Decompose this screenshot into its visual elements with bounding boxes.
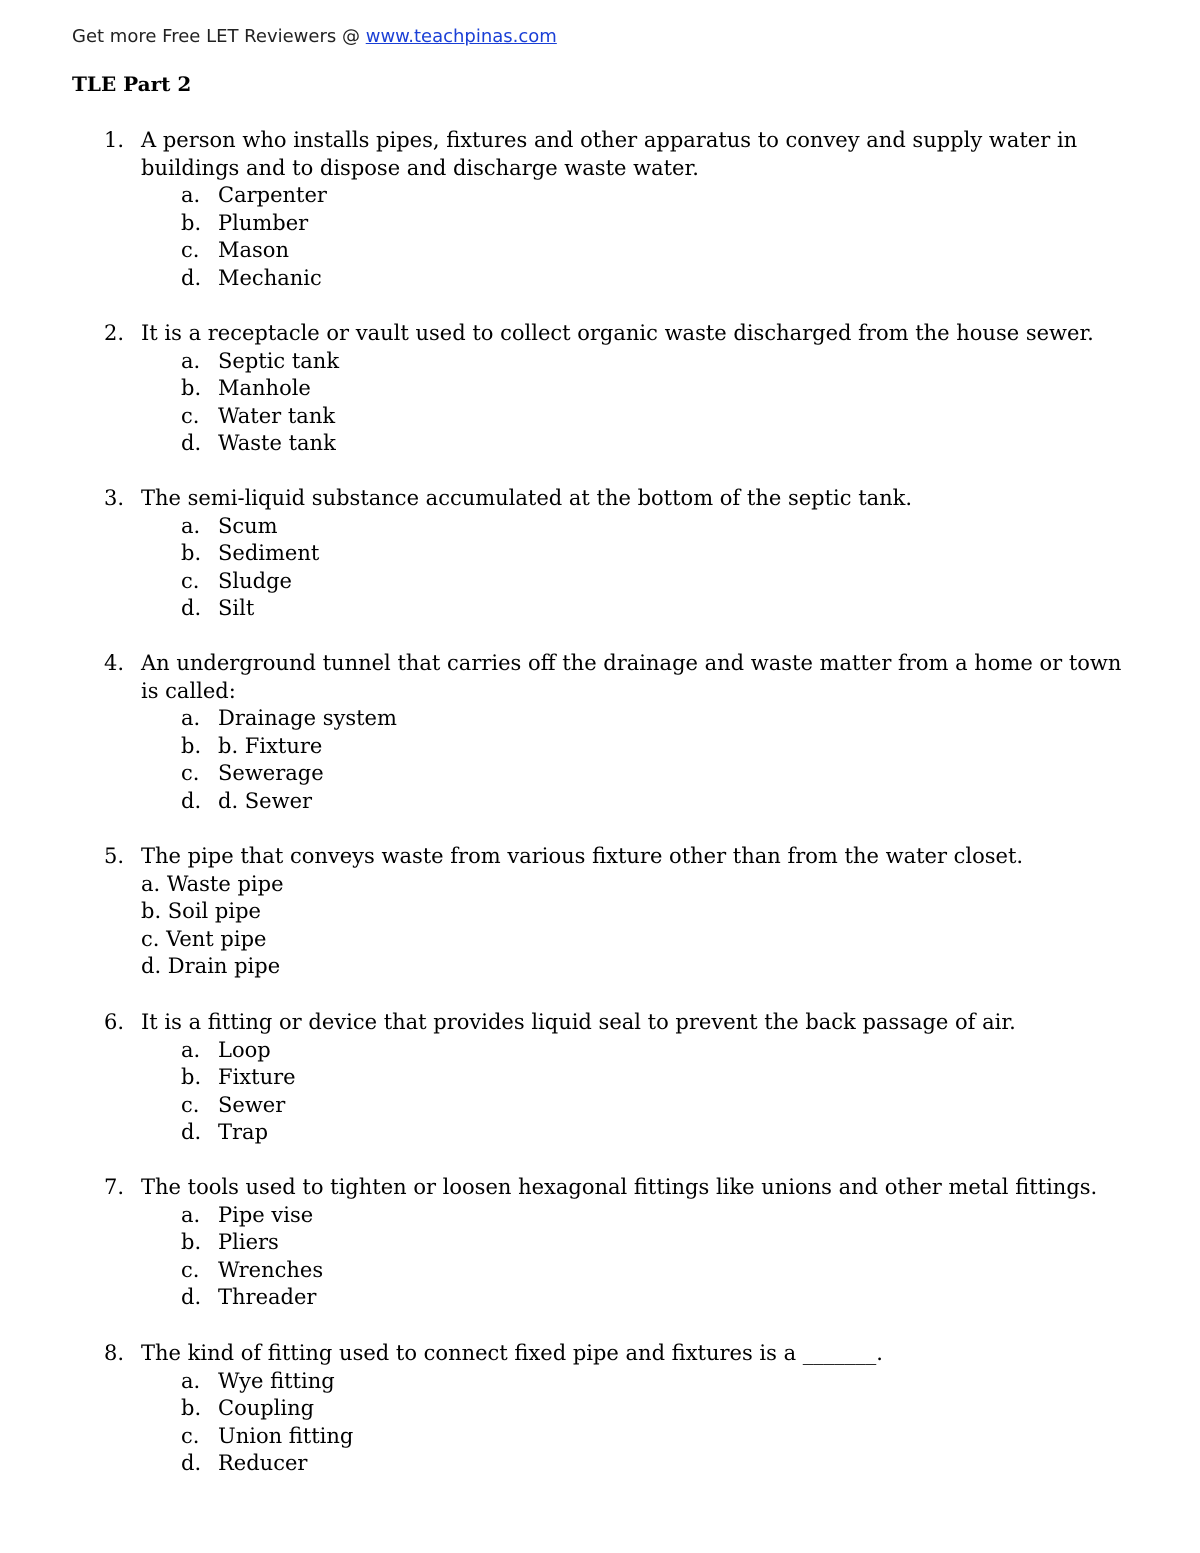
options-list (0, 871, 1200, 981)
option-text: Sediment (218, 541, 320, 565)
options-list (0, 705, 1200, 815)
option-letter: c. (181, 1092, 200, 1117)
option-b (0, 1229, 1200, 1257)
option-text: Wrenches (218, 1257, 324, 1282)
question-6 (0, 1009, 1200, 1147)
question-text: The kind of fitting used to connect fixed pipe and fixtures is a _______. (141, 1341, 883, 1365)
option-letter: d. (181, 431, 202, 455)
option-a (0, 348, 1200, 376)
option-a (0, 182, 1200, 210)
option-text: Coupling (218, 1396, 315, 1420)
option-c: c. Vent pipe (141, 926, 267, 951)
option-text: Pipe vise (218, 1202, 314, 1227)
option-letter: a. (181, 706, 201, 730)
option-letter: d. (181, 788, 202, 813)
option-text: Manhole (218, 376, 311, 400)
option-a (0, 513, 1200, 541)
option-letter: b. (181, 541, 202, 565)
option-letter: c. (181, 761, 200, 785)
option-c (0, 1092, 1200, 1120)
option-b (0, 1064, 1200, 1092)
option-text: Waste tank (218, 431, 336, 455)
question-text: It is a receptacle or vault used to collect organic waste discharged from the house sewer. (141, 321, 1094, 345)
options-list (0, 1368, 1200, 1478)
option-c (0, 237, 1200, 265)
option-text: Wye fitting (218, 1368, 335, 1393)
option-d (0, 265, 1200, 293)
question-number: 7. (104, 1175, 125, 1199)
option-letter: a. (181, 1037, 201, 1062)
option-text: Loop (218, 1037, 271, 1062)
option-letter: d. (181, 1451, 202, 1475)
option-d (0, 430, 1200, 458)
option-letter: b. (181, 1065, 202, 1089)
option-a (0, 1202, 1200, 1230)
option-letter: c. (181, 1257, 200, 1282)
option-text: Reducer (218, 1451, 308, 1475)
question-7 (0, 1174, 1200, 1312)
option-text: Carpenter (218, 183, 327, 207)
option-text: Sewer (218, 1092, 286, 1117)
option-text: Drainage system (218, 706, 397, 730)
option-d (0, 595, 1200, 623)
option-b (0, 1395, 1200, 1423)
option-text: Silt (218, 596, 255, 620)
option-letter: b. (181, 733, 202, 758)
question-number: 3. (104, 486, 125, 510)
question-number: 6. (104, 1010, 125, 1034)
option-letter: a. (181, 348, 201, 373)
question-5 (0, 843, 1200, 981)
question-4 (0, 650, 1200, 815)
option-letter: d. (181, 596, 202, 620)
option-d (0, 788, 1200, 816)
option-letter: c. (181, 1423, 200, 1448)
options-list (0, 1037, 1200, 1147)
option-c (0, 1423, 1200, 1451)
option-b (0, 733, 1200, 761)
question-1 (0, 127, 1200, 292)
option-c (0, 403, 1200, 431)
question-number: 4. (104, 651, 125, 675)
option-text: Pliers (218, 1230, 279, 1254)
option-text: Union fitting (218, 1423, 354, 1448)
question-text: The pipe that conveys waste from various fixture other than from the water closet. (141, 844, 1024, 868)
option-c (0, 1257, 1200, 1285)
question-text: It is a fitting or device that provides liquid seal to prevent the back passage of air. (141, 1010, 1016, 1034)
option-text: Trap (218, 1120, 269, 1144)
question-text: The tools used to tighten or loosen hexagonal fittings like unions and other metal fittings. (141, 1175, 1098, 1199)
question-8 (0, 1340, 1200, 1478)
option-letter: d. (181, 1120, 202, 1144)
option-text: Plumber (218, 210, 309, 235)
question-text: The semi-liquid substance accumulated at the bottom of the septic tank. (141, 486, 913, 510)
option-a (0, 705, 1200, 733)
question-number: 5. (104, 844, 125, 868)
option-d (0, 1284, 1200, 1312)
page-title: TLE Part 2 (72, 72, 192, 96)
option-text: Mason (218, 238, 289, 262)
header-prefix: Get more Free LET Reviewers @ (72, 26, 366, 47)
question-2 (0, 320, 1200, 458)
options-list (0, 1202, 1200, 1312)
option-text: Water tank (218, 403, 336, 428)
option-letter: b. (181, 210, 202, 235)
option-letter: c. (181, 568, 200, 593)
option-text: Scum (218, 513, 278, 538)
option-b: b. Soil pipe (141, 899, 261, 923)
option-c (0, 568, 1200, 596)
option-c (0, 760, 1200, 788)
option-letter: a. (181, 183, 201, 207)
option-letter: b. (181, 1396, 202, 1420)
option-letter: c. (181, 238, 200, 262)
option-text: Mechanic (218, 265, 322, 290)
option-text: Threader (218, 1285, 317, 1309)
option-d (0, 1450, 1200, 1478)
option-text: d. Sewer (218, 788, 313, 813)
option-letter: b. (181, 376, 202, 400)
option-letter: d. (181, 265, 202, 290)
options-list (0, 348, 1200, 458)
option-b (0, 210, 1200, 238)
option-d (0, 1119, 1200, 1147)
option-letter: a. (181, 1202, 201, 1227)
question-number: 8. (104, 1341, 125, 1365)
option-b (0, 375, 1200, 403)
teachpinas-link[interactable]: www.teachpinas.com (365, 26, 557, 47)
option-letter: a. (181, 513, 201, 538)
options-list (0, 513, 1200, 623)
question-3 (0, 485, 1200, 623)
question-text: A person who installs pipes, fixtures and other apparatus to convey and supply water in buildings and to dispose and discharge waste water. (141, 128, 1078, 180)
options-list (0, 182, 1200, 292)
option-letter: a. (181, 1368, 201, 1393)
option-text: Septic tank (218, 348, 340, 373)
option-text: Fixture (218, 1065, 296, 1089)
option-text: b. Fixture (218, 733, 323, 758)
option-b (0, 540, 1200, 568)
option-letter: c. (181, 403, 200, 428)
option-text: Sewerage (218, 761, 324, 785)
option-d: d. Drain pipe (141, 954, 281, 978)
option-letter: b. (181, 1230, 202, 1254)
option-a (0, 1368, 1200, 1396)
question-number: 2. (104, 321, 125, 345)
page-header (72, 26, 557, 47)
question-text: An underground tunnel that carries off the drainage and waste matter from a home or town is called: (141, 651, 1122, 703)
option-a (0, 1037, 1200, 1065)
question-number: 1. (104, 128, 125, 152)
option-letter: d. (181, 1285, 202, 1309)
option-text: Sludge (218, 568, 292, 593)
option-a: a. Waste pipe (141, 871, 284, 896)
